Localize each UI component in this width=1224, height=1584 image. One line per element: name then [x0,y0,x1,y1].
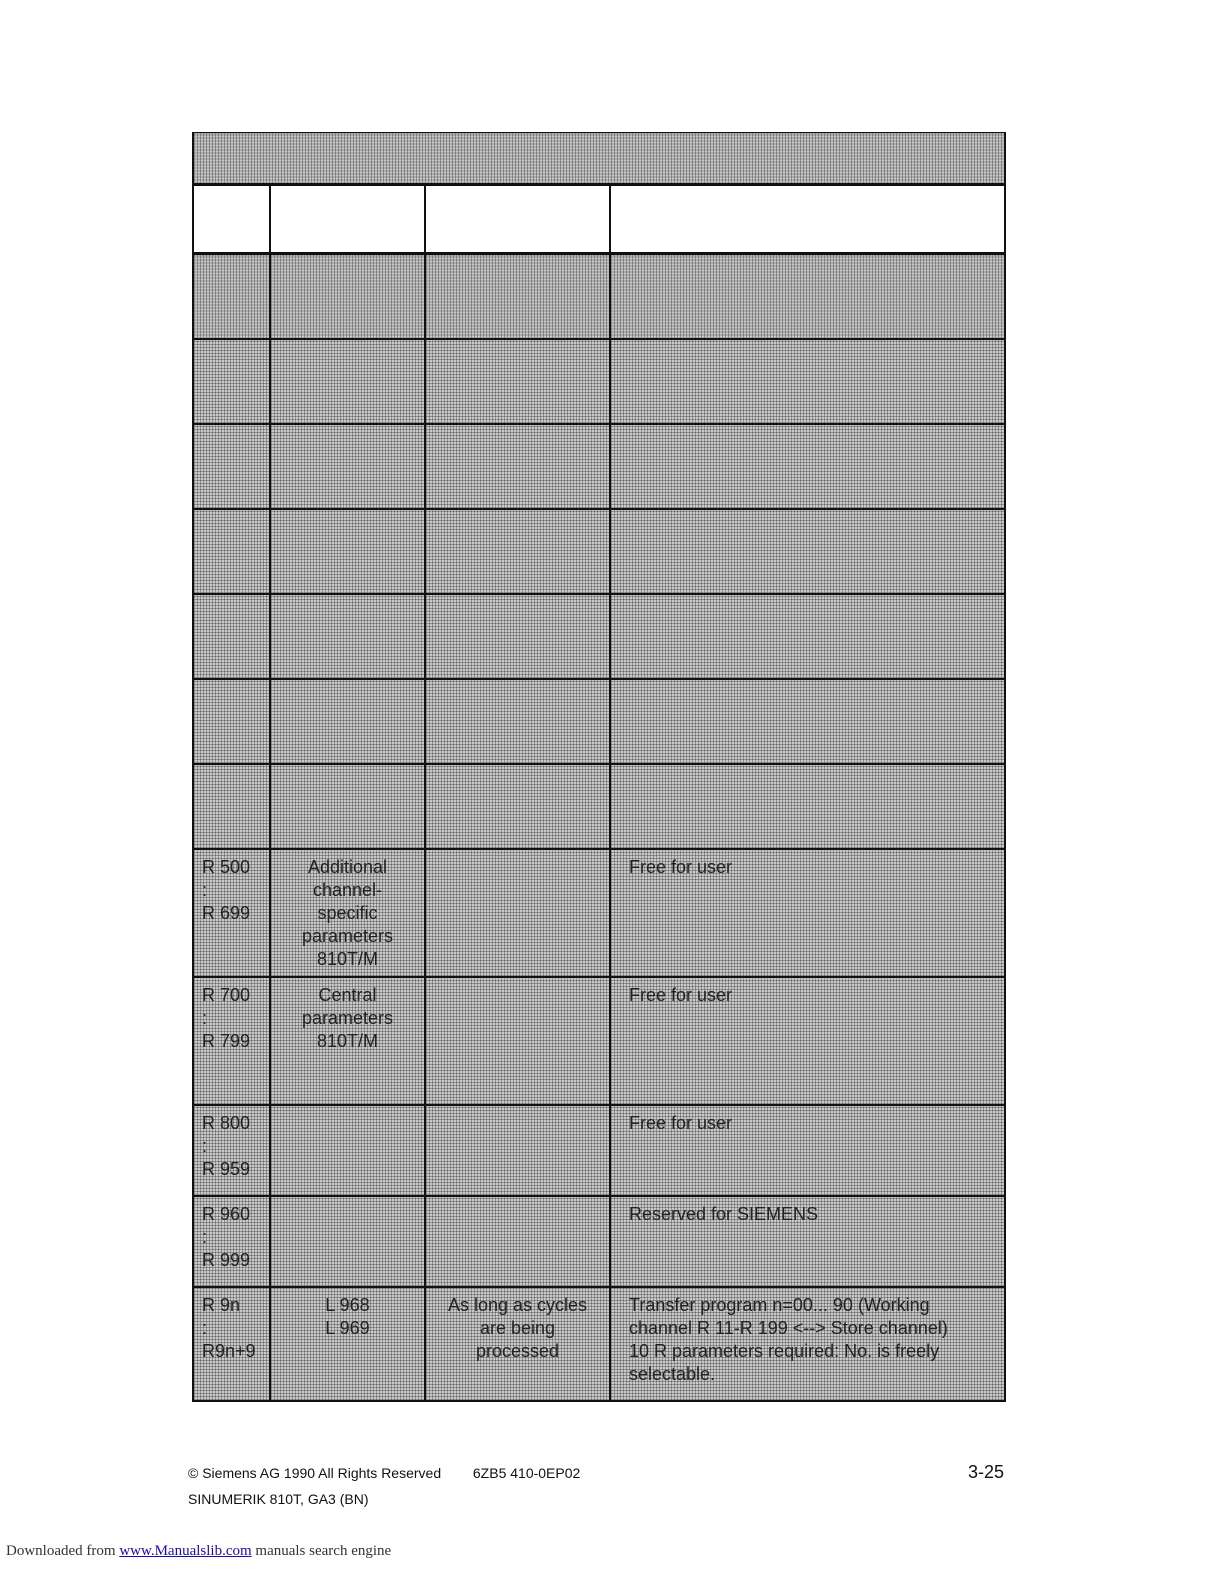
manualslib-link[interactable]: www.Manualslib.com [119,1543,252,1559]
table-row [193,849,1005,977]
page-footer [188,1465,581,1507]
table-row [193,424,1005,509]
register-range-cell: R 700 : R 799 [193,977,270,1105]
parameter-type-cell [270,1196,425,1287]
table-header-row [193,185,1005,254]
table-row [193,1196,1005,1287]
r-parameter-table [192,132,1006,1402]
parameter-type-cell: Central parameters 810T/M [270,977,425,1105]
table-row [193,1287,1005,1401]
validity-cell [425,849,610,977]
validity-cell: As long as cycles are being processed [425,1287,610,1401]
parameter-type-cell: Additional channel- specific parameters 810T/M [270,849,425,977]
description-cell: Free for user [610,849,1005,977]
copyright-text: © Siemens AG 1990 All Rights Reserved [188,1465,442,1481]
page-number: 3-25 [968,1462,1005,1482]
table-title-row [193,133,1005,185]
validity-cell [425,977,610,1105]
table-row [193,1105,1005,1196]
validity-cell [425,1196,610,1287]
table-row [193,594,1005,679]
register-range-cell: R 960 : R 999 [193,1196,270,1287]
register-range-cell: R 500 : R 699 [193,849,270,977]
parameter-type-cell [270,1105,425,1196]
table-row [193,977,1005,1105]
order-number: 6ZB5 410-0EP02 [472,1465,581,1481]
product-name: SINUMERIK 810T, GA3 (BN) [188,1491,369,1507]
download-note: Downloaded from www.Manualslib.com manuals search engine [6,1543,392,1559]
parameter-type-cell: L 968 L 969 [270,1287,425,1401]
table-row [193,339,1005,424]
table-row [193,254,1005,340]
description-cell: Transfer program n=00... 90 (Working channel R 11-R 199 <--> Store channel) 10 R parameters required: No. is freely selectable. [610,1287,1005,1401]
table-row [193,679,1005,764]
description-cell: Free for user [610,1105,1005,1196]
validity-cell [425,1105,610,1196]
table-row [193,509,1005,594]
register-range-cell: R 800 : R 959 [193,1105,270,1196]
description-cell: Free for user [610,977,1005,1105]
table-row [193,764,1005,849]
description-cell: Reserved for SIEMENS [610,1196,1005,1287]
register-range-cell: R 9n : R9n+9 [193,1287,270,1401]
